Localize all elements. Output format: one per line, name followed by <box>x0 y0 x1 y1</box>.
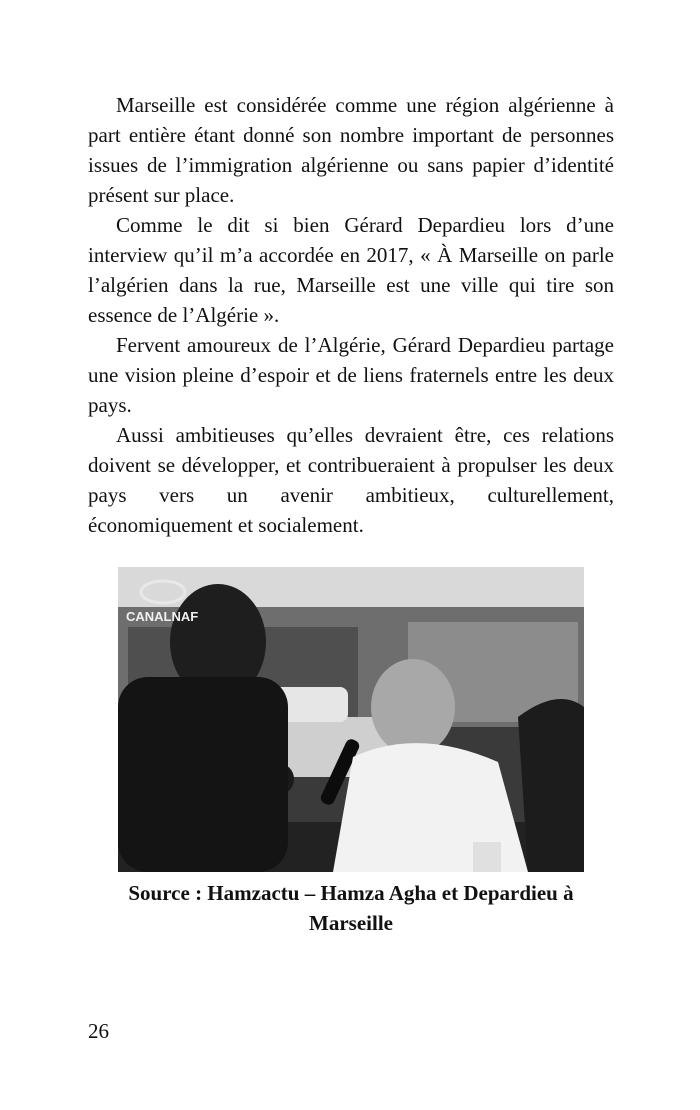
paragraph-3: Fervent amoureux de l’Algérie, Gérard Depardieu partage une vision pleine d’espoir et de liens fraternels entre les deux pays. <box>88 333 614 417</box>
paragraph-2: Comme le dit si bien Gérard Depardieu lors d’une interview qu’il m’a accordée en 2017, « À Marseille on parle l’algérien dans la rue, Marseille est une ville qui tire son essence de l’Algérie ». <box>88 213 614 327</box>
body-text <box>88 90 614 540</box>
interview-photo <box>118 567 584 872</box>
paragraph-4: Aussi ambitieuses qu’elles devraient être, ces relations doivent se développer, et contribueraient à propulser les deux pays vers un avenir ambitieux, culturellement, économiquement et socialement. <box>88 423 614 537</box>
photo-illustration <box>118 567 584 872</box>
figure-caption: Source : Hamzactu – Hamza Agha et Depardieu à Marseille <box>128 881 574 935</box>
paragraph-1: Marseille est considérée comme une région algérienne à part entière étant donné son nombre important de personnes issues de l’immigration algérienne ou sans papier d’identité présent sur place. <box>88 93 614 207</box>
page-number: 26 <box>88 1019 109 1043</box>
watermark-text: CANALNAF <box>126 609 199 624</box>
